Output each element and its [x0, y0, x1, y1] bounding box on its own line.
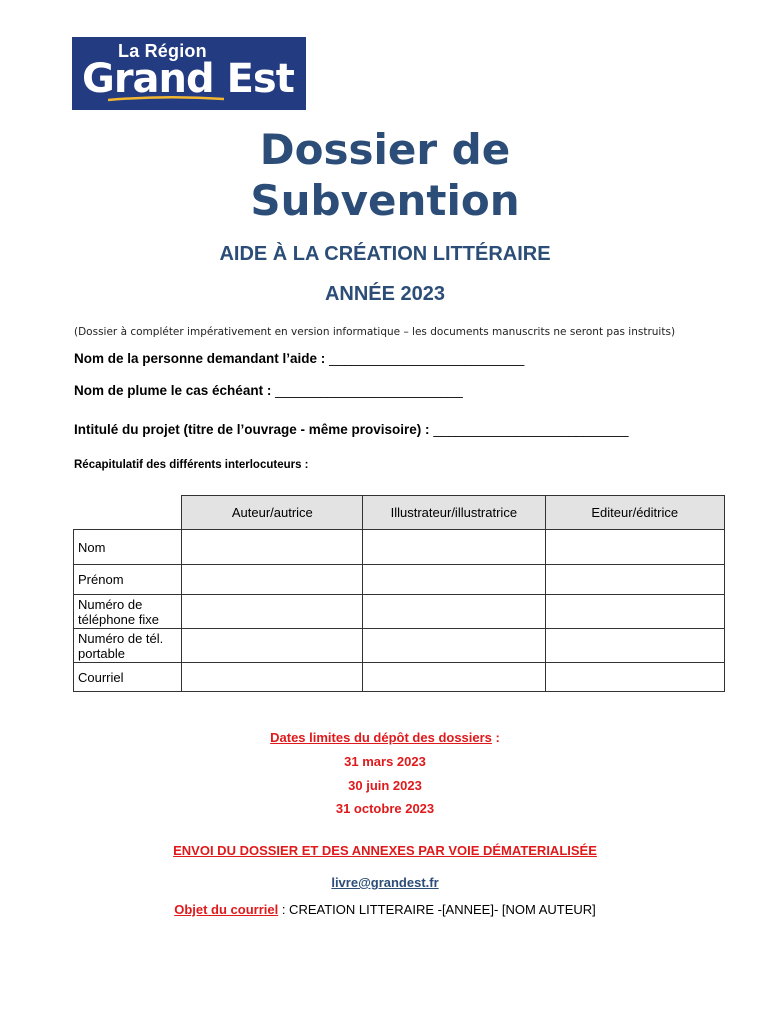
deadline-date-3: 31 octobre 2023 [335, 801, 435, 816]
logo-line2: Grand Est [82, 56, 294, 102]
deadlines-heading [0, 730, 770, 745]
cell-input[interactable] [363, 565, 545, 595]
table-row [74, 530, 725, 565]
table-header-row [74, 496, 725, 530]
recap-label: Récapitulatif des différents interlocuteurs : [74, 459, 309, 471]
objet-line [0, 902, 770, 917]
subtitle-aide: AIDE À LA CRÉATION LITTÉRAIRE [219, 243, 551, 265]
col-header-publisher: Editeur/éditrice [545, 496, 725, 530]
cell-input[interactable] [363, 595, 545, 629]
field-project-label: Intitulé du projet (titre de l’ouvrage - même provisoire) : [74, 422, 430, 437]
email-link[interactable]: livre@grandest.fr [331, 875, 439, 890]
field-name-label: Nom de la personne demandant l’aide : [74, 351, 326, 366]
region-grand-est-logo [72, 37, 306, 110]
cell-input[interactable] [363, 629, 545, 663]
field-project [74, 422, 629, 437]
logo-swoosh-icon [106, 95, 226, 103]
row-label-tel-portable: Numéro de tél. portable [74, 629, 182, 663]
subtitle-annee: ANNÉE 2023 [324, 283, 446, 305]
title-line2: Subvention [250, 176, 520, 225]
cell-input[interactable] [545, 629, 725, 663]
logo-line1: La Région [118, 41, 207, 61]
row-label-courriel: Courriel [74, 663, 182, 692]
row-label-prenom: Prénom [74, 565, 182, 595]
field-name [74, 351, 524, 366]
deadline-date-2: 30 juin 2023 [348, 778, 422, 793]
cell-input[interactable] [182, 565, 363, 595]
cell-input[interactable] [545, 663, 725, 692]
cell-input[interactable] [182, 530, 363, 565]
cell-input[interactable] [363, 663, 545, 692]
row-label-tel-fixe: Numéro de téléphone fixe [74, 595, 182, 629]
document-title [0, 124, 770, 226]
cell-input[interactable] [363, 530, 545, 565]
table-row [74, 595, 725, 629]
completion-note: (Dossier à compléter impérativement en version informatique – les documents manuscrits ne seront pas instruits) [74, 326, 676, 338]
field-project-blank[interactable]: __________________________ [433, 422, 629, 437]
table-corner [74, 496, 182, 530]
cell-input[interactable] [545, 530, 725, 565]
title-line1: Dossier de [259, 125, 511, 174]
cell-input[interactable] [182, 595, 363, 629]
field-pen-blank[interactable]: _________________________ [275, 383, 463, 398]
table-row [74, 565, 725, 595]
cell-input[interactable] [545, 595, 725, 629]
col-header-author: Auteur/autrice [182, 496, 363, 530]
field-pen-label: Nom de plume le cas échéant : [74, 383, 272, 398]
table-row [74, 629, 725, 663]
col-header-illustrator: Illustrateur/illustratrice [363, 496, 545, 530]
cell-input[interactable] [182, 629, 363, 663]
deadlines-colon: : [491, 730, 500, 745]
deadline-date-1: 31 mars 2023 [344, 754, 426, 769]
table-row [74, 663, 725, 692]
objet-text: : CREATION LITTERAIRE -[ANNEE]- [NOM AUTEUR] [278, 902, 596, 917]
deadlines-heading-text: Dates limites du dépôt des dossiers [270, 730, 492, 745]
envoi-notice: ENVOI DU DOSSIER ET DES ANNEXES PAR VOIE DÉMATERIALISÉE [173, 843, 597, 858]
email-line [0, 875, 770, 890]
interlocutors-table [73, 495, 725, 692]
cell-input[interactable] [182, 663, 363, 692]
cell-input[interactable] [545, 565, 725, 595]
row-label-nom: Nom [74, 530, 182, 565]
field-pen-name [74, 383, 463, 398]
field-name-blank[interactable]: __________________________ [329, 351, 525, 366]
objet-label: Objet du courriel [174, 902, 279, 917]
